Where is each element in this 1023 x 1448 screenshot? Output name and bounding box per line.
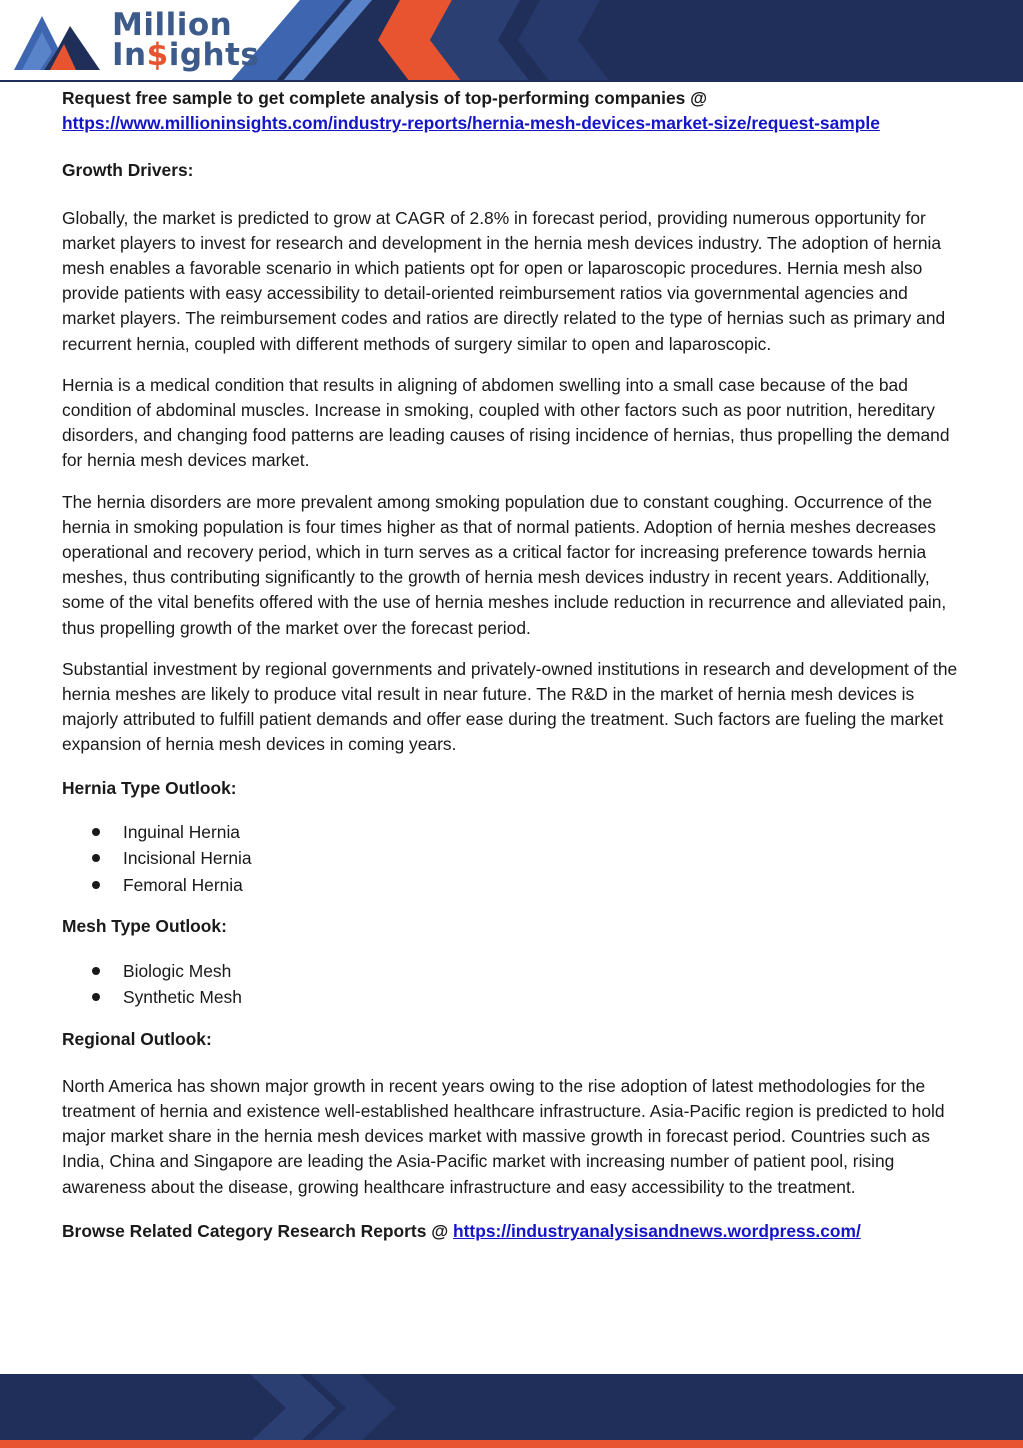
related-reports-label: Browse Related Category Research Reports @	[62, 1220, 449, 1241]
document-body	[62, 86, 962, 1244]
list-item-label: Biologic Mesh	[123, 960, 232, 981]
bullet-icon	[92, 993, 100, 1001]
list-item	[62, 819, 962, 846]
list-item	[62, 872, 962, 899]
request-sample-text: Request free sample to get complete analysis of top-performing companies @	[62, 88, 708, 108]
regional-paragraph: North America has shown major growth in recent years owing to the rise adoption of latest methodologies for the treatment of hernia and existence well-established healthcare infrastructure. Asia-Pacific region is predicted to hold major market share in the hernia mesh devices market with massive growth in forecast period. Countries such as India, China and Singapore are leading the Asia-Pacific market with increasing number of patient pool, rising awareness about the disease, growing healthcare infrastructure and easy accessibility to the treatment.	[62, 1075, 945, 1197]
list-item-label: Inguinal Hernia	[123, 821, 240, 842]
million-insights-logo[interactable]	[12, 7, 260, 78]
list-item	[62, 958, 962, 985]
logo-word-insights-part2: ights	[168, 37, 260, 73]
request-sample-link[interactable]: https://www.millioninsights.com/industry-reports/hernia-mesh-devices-market-size/request-sample	[62, 113, 880, 134]
logo-word-insights	[112, 37, 260, 73]
list-item-label: Incisional Hernia	[123, 848, 252, 869]
mesh-type-list	[62, 958, 962, 1011]
growth-paragraph-4: Substantial investment by regional governments and privately-owned institutions in research and development of the hernia meshes are likely to produce vital result in near future. The R&D in the market of hernia mesh devices is majorly attributed to fulfill patient demands and offer ease during the treatment. Such factors are fueling the market expansion of hernia mesh devices in coming years.	[62, 658, 958, 755]
page-footer-banner	[0, 1374, 1023, 1448]
list-item-label: Synthetic Mesh	[123, 987, 242, 1008]
related-reports-line	[62, 1219, 962, 1244]
regional-outlook-heading: Regional Outlook:	[62, 1028, 212, 1049]
growth-paragraph-1: Globally, the market is predicted to grow at CAGR of 2.8% in forecast period, providing numerous opportunity for market players to invest for research and development in the hernia mesh devices industry. The adoption of hernia mesh enables a favorable scenario in which patients opt for open or laparoscopic procedures. Hernia mesh also provide patients with easy accessibility to detail-oriented reimbursement ratios via governmental agencies and market players. The reimbursement codes and ratios are directly related to the type of hernias such as primary and recurrent hernia, coupled with different methods of surgery similar to open and laparoscopic.	[62, 207, 946, 354]
page-header-banner	[0, 0, 1023, 82]
growth-paragraph-3: The hernia disorders are more prevalent among smoking population due to constant coughing. Occurrence of the hernia in smoking population is four times higher as that of normal patients. Adoption of hernia meshes decreases operational and recovery period, which in turn serves as a critical factor for increasing preference towards hernia meshes, thus contributing significantly to the growth of hernia mesh devices industry in recent years. Additionally, some of the vital benefits offered with the use of hernia meshes include reduction in recurrence and alleviated pain, thus propelling growth of the market over the forecast period.	[62, 491, 947, 638]
logo-mountain-icon	[12, 8, 107, 78]
bullet-icon	[92, 854, 100, 862]
growth-drivers-heading: Growth Drivers:	[62, 160, 194, 181]
growth-paragraph-2: Hernia is a medical condition that results in aligning of abdomen swelling into a small case because of the bad condition of abdominal muscles. Increase in smoking, coupled with other factors such as poor nutrition, hereditary disorders, and changing food patterns are leading causes of rising incidence of hernias, thus propelling the demand for hernia mesh devices market.	[62, 374, 950, 471]
bullet-icon	[92, 828, 100, 836]
bullet-icon	[92, 881, 100, 889]
footer-graphic	[0, 1374, 1023, 1448]
list-item	[62, 845, 962, 872]
logo-dollar-glyph: $	[146, 37, 169, 73]
logo-word-insights-part1: In	[112, 37, 147, 73]
hernia-type-heading: Hernia Type Outlook:	[62, 777, 237, 798]
hernia-type-list	[62, 819, 962, 899]
related-reports-link[interactable]: https://industryanalysisandnews.wordpress.com/	[453, 1220, 861, 1241]
list-item-label: Femoral Hernia	[123, 874, 243, 895]
bullet-icon	[92, 967, 100, 975]
list-item	[62, 984, 962, 1011]
mesh-type-heading: Mesh Type Outlook:	[62, 916, 227, 937]
logo-word-million: Million	[112, 7, 233, 43]
